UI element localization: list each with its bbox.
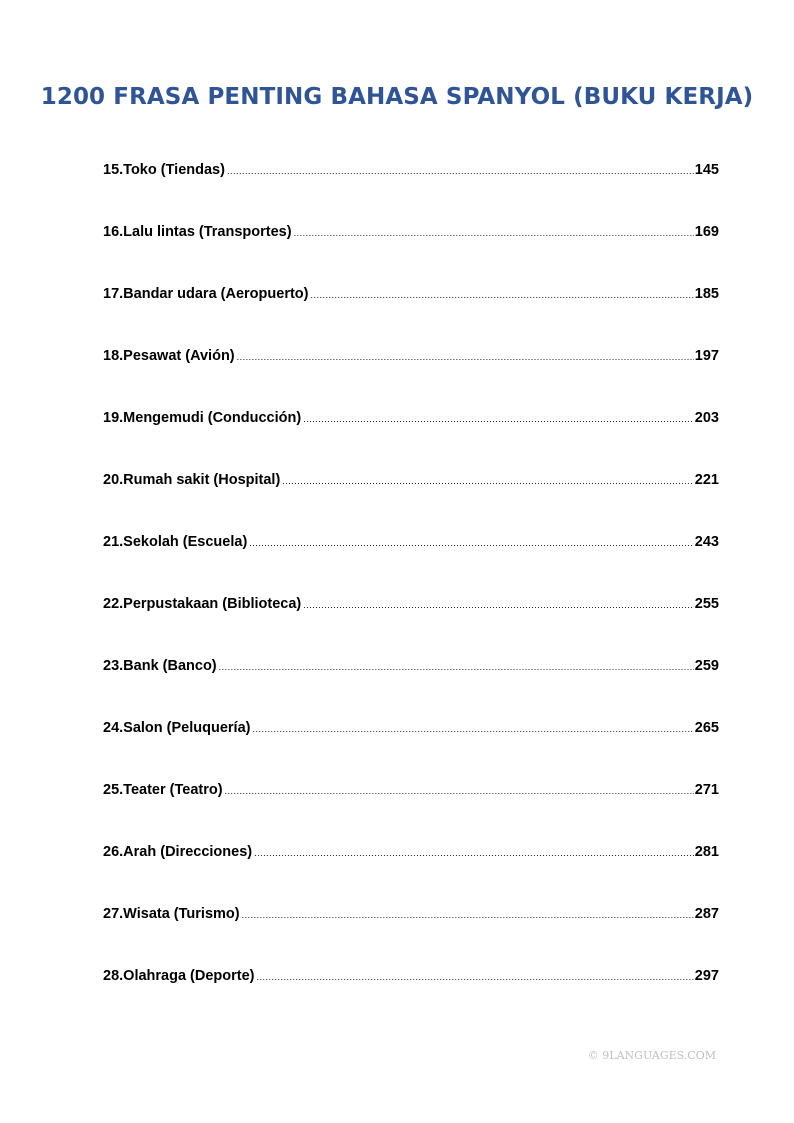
toc-leader-dots	[225, 786, 694, 796]
toc-entry-label[interactable]: Perpustakaan (Biblioteca)	[123, 596, 302, 612]
toc-entry[interactable]	[103, 410, 719, 472]
toc-entry-page[interactable]: 185	[694, 286, 719, 302]
toc-entry-label[interactable]: Mengemudi (Conducción)	[123, 410, 302, 426]
toc-entry[interactable]	[103, 534, 719, 596]
toc-leader-dots	[254, 848, 694, 858]
toc-entry-number: 28.	[103, 968, 124, 984]
toc-entry-page[interactable]: 271	[694, 782, 719, 798]
toc-entry-page[interactable]: 281	[694, 844, 719, 860]
toc-leader-dots	[219, 662, 694, 672]
toc-entry-label[interactable]: Arah (Direcciones)	[123, 844, 253, 860]
toc-entry-number: 22.	[103, 596, 124, 612]
toc-entry[interactable]	[103, 844, 719, 906]
toc-entry-number: 16.	[103, 224, 124, 240]
toc-entry[interactable]	[103, 720, 719, 782]
copyright-icon: ©	[587, 1049, 599, 1062]
toc-entry-number: 15.	[103, 162, 124, 178]
toc-entry-label[interactable]: Olahraga (Deporte)	[123, 968, 255, 984]
toc-leader-dots	[303, 414, 694, 424]
toc-entry-number: 25.	[103, 782, 124, 798]
toc-entry-number: 18.	[103, 348, 124, 364]
footer-text: 9LANGUAGES.COM	[602, 1049, 716, 1062]
toc-entry-label[interactable]: Bandar udara (Aeropuerto)	[123, 286, 309, 302]
toc-entry-number: 26.	[103, 844, 124, 860]
toc-entry[interactable]	[103, 968, 719, 1030]
toc-leader-dots	[249, 538, 694, 548]
toc-entry-number: 19.	[103, 410, 124, 426]
toc-leader-dots	[252, 724, 693, 734]
toc-entry-page[interactable]: 255	[694, 596, 719, 612]
toc-entry-label[interactable]: Toko (Tiendas)	[123, 162, 225, 178]
toc-entry-page[interactable]: 145	[694, 162, 719, 178]
toc-leader-dots	[257, 972, 694, 982]
toc-entry-page[interactable]: 221	[694, 472, 719, 488]
toc-entry-label[interactable]: Teater (Teatro)	[123, 782, 223, 798]
toc-entry-page[interactable]: 203	[694, 410, 719, 426]
toc-entry-label[interactable]: Salon (Peluquería)	[123, 720, 251, 736]
page-title: 1200 FRASA PENTING BAHASA SPANYOL (BUKU KERJA)	[40, 84, 754, 110]
toc-entry-label[interactable]: Pesawat (Avión)	[123, 348, 235, 364]
toc-entry-page[interactable]: 243	[694, 534, 719, 550]
toc-entry-page[interactable]: 297	[694, 968, 719, 984]
toc-entry-label[interactable]: Bank (Banco)	[123, 658, 217, 674]
toc-leader-dots	[227, 166, 694, 176]
toc-entry-number: 24.	[103, 720, 124, 736]
toc-leader-dots	[303, 600, 694, 610]
table-of-contents	[103, 162, 719, 1030]
toc-entry-number: 21.	[103, 534, 124, 550]
toc-entry-page[interactable]: 259	[694, 658, 719, 674]
toc-entry-label[interactable]: Rumah sakit (Hospital)	[123, 472, 281, 488]
toc-entry[interactable]	[103, 286, 719, 348]
toc-entry[interactable]	[103, 906, 719, 968]
toc-entry-label[interactable]: Sekolah (Escuela)	[123, 534, 248, 550]
toc-leader-dots	[242, 910, 694, 920]
toc-entry-label[interactable]: Lalu lintas (Transportes)	[123, 224, 292, 240]
toc-entry-page[interactable]: 169	[694, 224, 719, 240]
toc-entry[interactable]	[103, 224, 719, 286]
toc-entry[interactable]	[103, 348, 719, 410]
toc-entry-label[interactable]: Wisata (Turismo)	[123, 906, 240, 922]
toc-entry-number: 27.	[103, 906, 124, 922]
toc-entry[interactable]	[103, 596, 719, 658]
toc-entry-number: 17.	[103, 286, 124, 302]
toc-entry[interactable]	[103, 472, 719, 534]
toc-leader-dots	[294, 228, 694, 238]
toc-entry-number: 20.	[103, 472, 124, 488]
toc-entry[interactable]	[103, 782, 719, 844]
toc-entry-page[interactable]: 265	[694, 720, 719, 736]
toc-entry[interactable]	[103, 658, 719, 720]
toc-entry[interactable]	[103, 162, 719, 224]
footer-watermark	[588, 1049, 716, 1062]
toc-leader-dots	[282, 476, 694, 486]
toc-entry-page[interactable]: 287	[694, 906, 719, 922]
toc-leader-dots	[237, 352, 694, 362]
toc-leader-dots	[310, 290, 693, 300]
toc-entry-page[interactable]: 197	[694, 348, 719, 364]
toc-entry-number: 23.	[103, 658, 124, 674]
